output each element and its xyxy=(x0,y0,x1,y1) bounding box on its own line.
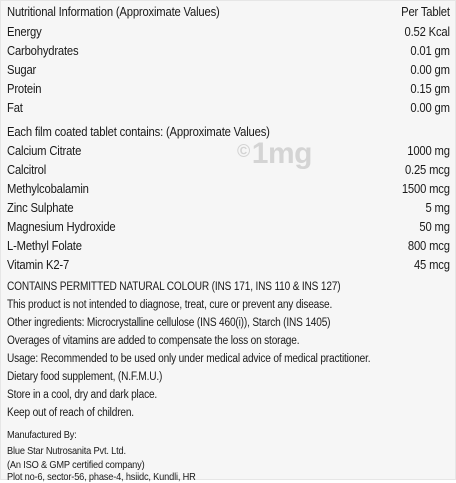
note-line: Usage: Recommended to be used only under medical advice of medical practitioner. xyxy=(7,353,371,365)
composition-row xyxy=(7,182,450,196)
composition-title: Each film coated tablet contains: (Approximate Values) xyxy=(7,125,270,139)
nutrient-value: 0.00 gm xyxy=(410,63,450,77)
ingredient-value: 1000 mg xyxy=(407,144,450,158)
ingredient-name: Magnesium Hydroxide xyxy=(7,220,116,234)
composition-row xyxy=(7,201,450,215)
composition-row xyxy=(7,163,450,177)
nutrient-name: Energy xyxy=(7,25,42,39)
ingredient-value: 0.25 mcg xyxy=(404,163,450,177)
nutrient-name: Fat xyxy=(7,101,23,115)
ingredient-value: 50 mg xyxy=(419,220,450,234)
ingredient-name: Calcium Citrate xyxy=(7,144,82,158)
nutrition-row xyxy=(7,101,450,115)
note-line: This product is not intended to diagnose, treat, cure or prevent any disease. xyxy=(7,299,333,311)
note-line: CONTAINS PERMITTED NATURAL COLOUR (INS 171, INS 110 & INS 127) xyxy=(7,281,341,293)
watermark-text: 1mg xyxy=(251,137,312,170)
nutrition-header-row xyxy=(7,5,450,19)
ingredient-value: 800 mcg xyxy=(407,239,450,253)
copyright-icon: © xyxy=(237,141,250,161)
ingredient-value: 5 mg xyxy=(425,201,450,215)
composition-row xyxy=(7,258,450,272)
composition-title-row xyxy=(7,125,450,139)
nutrient-value: 0.15 gm xyxy=(410,82,450,96)
nutrient-value: 0.52 Kcal xyxy=(404,25,450,39)
manufacturer-heading: Manufactured By: xyxy=(7,429,77,441)
ingredient-value: 45 mcg xyxy=(413,258,450,272)
ingredient-name: Methylcobalamin xyxy=(7,182,89,196)
nutrient-value: 0.01 gm xyxy=(410,44,450,58)
ingredient-value: 1500 mcg xyxy=(401,182,450,196)
nutrition-row xyxy=(7,82,450,96)
composition-row xyxy=(7,144,450,158)
composition-row xyxy=(7,220,450,234)
nutrient-name: Carbohydrates xyxy=(7,44,79,58)
nutrient-value: 0.00 gm xyxy=(410,101,450,115)
composition-row xyxy=(7,239,450,253)
manufacturer-name: Blue Star Nutrosanita Pvt. Ltd. xyxy=(7,445,126,457)
ingredient-name: Zinc Sulphate xyxy=(7,201,74,215)
nutrient-name: Sugar xyxy=(7,63,37,77)
note-line: Overages of vitamins are added to compensate the loss on storage. xyxy=(7,335,300,347)
nutrition-row xyxy=(7,44,450,58)
note-line: Keep out of reach of children. xyxy=(7,407,134,419)
note-line: Store in a cool, dry and dark place. xyxy=(7,389,158,401)
nutrition-header-per: Per Tablet xyxy=(401,5,450,19)
nutrition-header-title: Nutritional Information (Approximate Values) xyxy=(7,5,220,19)
ingredient-name: L-Methyl Folate xyxy=(7,239,82,253)
ingredient-name: Vitamin K2-7 xyxy=(7,258,70,272)
manufacturer-address: Plot no-6, sector-56, phase-4, hsiidc, Kundli, HR xyxy=(7,471,196,483)
nutrient-name: Protein xyxy=(7,82,42,96)
nutrition-row xyxy=(7,63,450,77)
watermark-logo xyxy=(237,137,312,171)
manufacturer-certification: (An ISO & GMP certified company) xyxy=(7,459,145,471)
note-line: Dietary food supplement, (N.F.M.U.) xyxy=(7,371,163,383)
note-line: Other ingredients: Microcrystalline cellulose (INS 460(i)), Starch (INS 1405) xyxy=(7,317,331,329)
ingredient-name: Calcitrol xyxy=(7,163,47,177)
nutrition-row xyxy=(7,25,450,39)
